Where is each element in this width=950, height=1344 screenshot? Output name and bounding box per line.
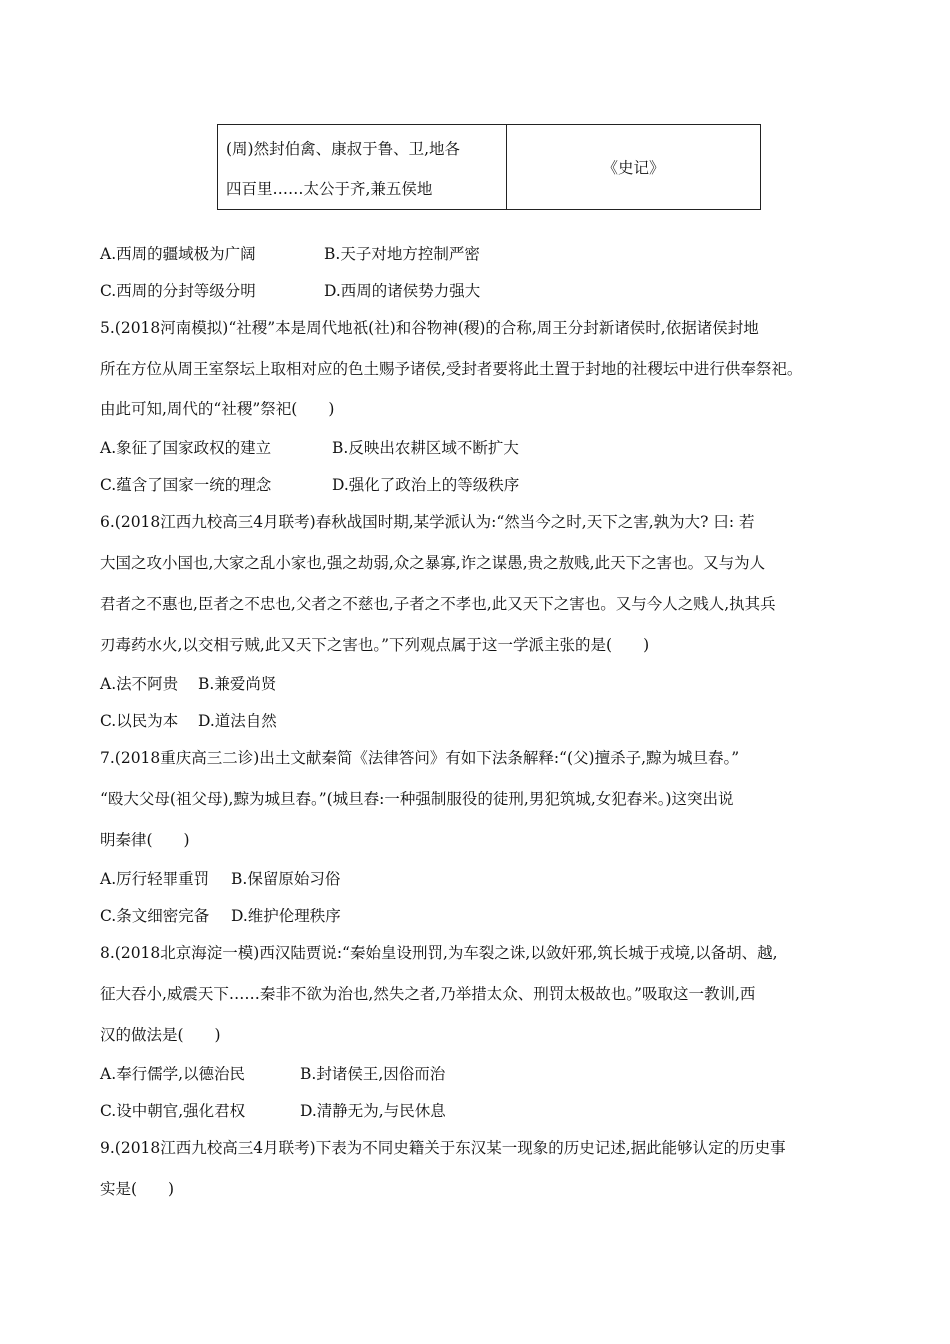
q5-options-row-2 [100, 475, 519, 495]
table-cell-source: 《史记》 [507, 125, 761, 210]
table-cell-text [218, 125, 507, 210]
q6-stem-line: 6.(2018江西九校高三4月联考)春秋战国时期,某学派认为:“然当今之时,天下之害,孰为大? 曰: 若 [100, 513, 755, 531]
q4-option-d: D.西周的诸侯势力强大 [324, 282, 481, 300]
q4-option-c: C.西周的分封等级分明 [100, 282, 256, 300]
q5-stem-line: 5.(2018河南模拟)“社稷”本是周代地祇(社)和谷物神(稷)的合称,周王分封新诸侯时,依据诸侯封地 [100, 319, 759, 337]
q5-option-a: A.象征了国家政权的建立 [100, 439, 272, 457]
q7-stem-line: 明秦律( ) [100, 831, 190, 849]
table-text-line: 四百里……太公于齐,兼五侯地 [226, 180, 433, 198]
q8-stem-line: 汉的做法是( ) [100, 1026, 221, 1044]
q8-option-a: A.奉行儒学,以德治民 [100, 1065, 246, 1083]
q8-option-d: D.清静无为,与民休息 [300, 1102, 446, 1120]
q4-option-a: A.西周的疆域极为广阔 [100, 245, 256, 263]
q8-option-b: B.封诸侯王,因俗而治 [300, 1065, 446, 1083]
table-text-line: (周)然封伯禽、康叔于鲁、卫,地各 [226, 140, 461, 158]
q9-stem-line: 9.(2018江西九校高三4月联考)下表为不同史籍关于东汉某一现象的历史记述,据此能够认定的历史事 [100, 1139, 786, 1157]
q4-option-b: B.天子对地方控制严密 [324, 245, 480, 263]
q6-option-b: B.兼爱尚贤 [198, 675, 277, 693]
q8-stem-line: 征大吞小,威震天下……秦非不欲为治也,然失之者,乃举措太众、刑罚太极故也。”吸取这一教训,西 [100, 985, 756, 1003]
q6-stem-line: 大国之攻小国也,大家之乱小家也,强之劫弱,众之暴寡,诈之谋愚,贵之敖贱,此天下之害也。又与为人 [100, 554, 766, 572]
q4-options-row-2 [100, 281, 480, 301]
q6-option-c: C.以民为本 [100, 712, 179, 730]
q5-option-c: C.蕴含了国家一统的理念 [100, 476, 272, 494]
q7-option-b: B.保留原始习俗 [231, 870, 341, 888]
table-row [218, 125, 761, 210]
q5-options-row-1 [100, 438, 519, 458]
q7-stem-line: “殴大父母(祖父母),黥为城旦舂。”(城旦舂:一种强制服役的徒刑,男犯筑城,女犯舂米。)这突出说 [100, 790, 734, 808]
q9-stem-line: 实是( ) [100, 1180, 175, 1198]
q7-stem-line: 7.(2018重庆高三二诊)出土文献秦简《法律答问》有如下法条解释:“(父)擅杀子,黥为城旦舂。” [100, 749, 740, 767]
q5-stem-line: 所在方位从周王室祭坛上取相对应的色土赐予诸侯,受封者要将此土置于封地的社稷坛中进行供奉祭祀。 [100, 360, 803, 378]
q5-option-d: D.强化了政治上的等级秩序 [332, 476, 520, 494]
q6-options-row-2 [100, 711, 277, 731]
q6-options-row-1 [100, 674, 276, 694]
q7-option-d: D.维护伦理秩序 [231, 907, 341, 925]
q6-stem-line: 君者之不惠也,臣者之不忠也,父者之不慈也,子者之不孝也,此又天下之害也。又与今人之贱人,执其兵 [100, 595, 776, 613]
q5-stem-line: 由此可知,周代的“社稷”祭祀( ) [100, 400, 335, 418]
q8-option-c: C.设中朝官,强化君权 [100, 1102, 246, 1120]
q8-stem-line: 8.(2018北京海淀一模)西汉陆贾说:“秦始皇设刑罚,为车裂之诛,以敛奸邪,筑长城于戎境,以备胡、越, [100, 944, 778, 962]
source-table [217, 124, 761, 210]
q8-options-row-2 [100, 1101, 446, 1121]
q7-option-a: A.厉行轻罪重罚 [100, 870, 210, 888]
q6-option-d: D.道法自然 [198, 712, 277, 730]
q5-option-b: B.反映出农耕区域不断扩大 [332, 439, 519, 457]
q4-options-row-1 [100, 244, 480, 264]
q7-options-row-2 [100, 906, 341, 926]
q7-option-c: C.条文细密完备 [100, 907, 210, 925]
q6-option-a: A.法不阿贵 [100, 675, 179, 693]
q6-stem-line: 刃毒药水火,以交相亏贼,此又天下之害也。”下列观点属于这一学派主张的是( ) [100, 636, 650, 654]
q7-options-row-1 [100, 869, 340, 889]
q8-options-row-1 [100, 1064, 445, 1084]
